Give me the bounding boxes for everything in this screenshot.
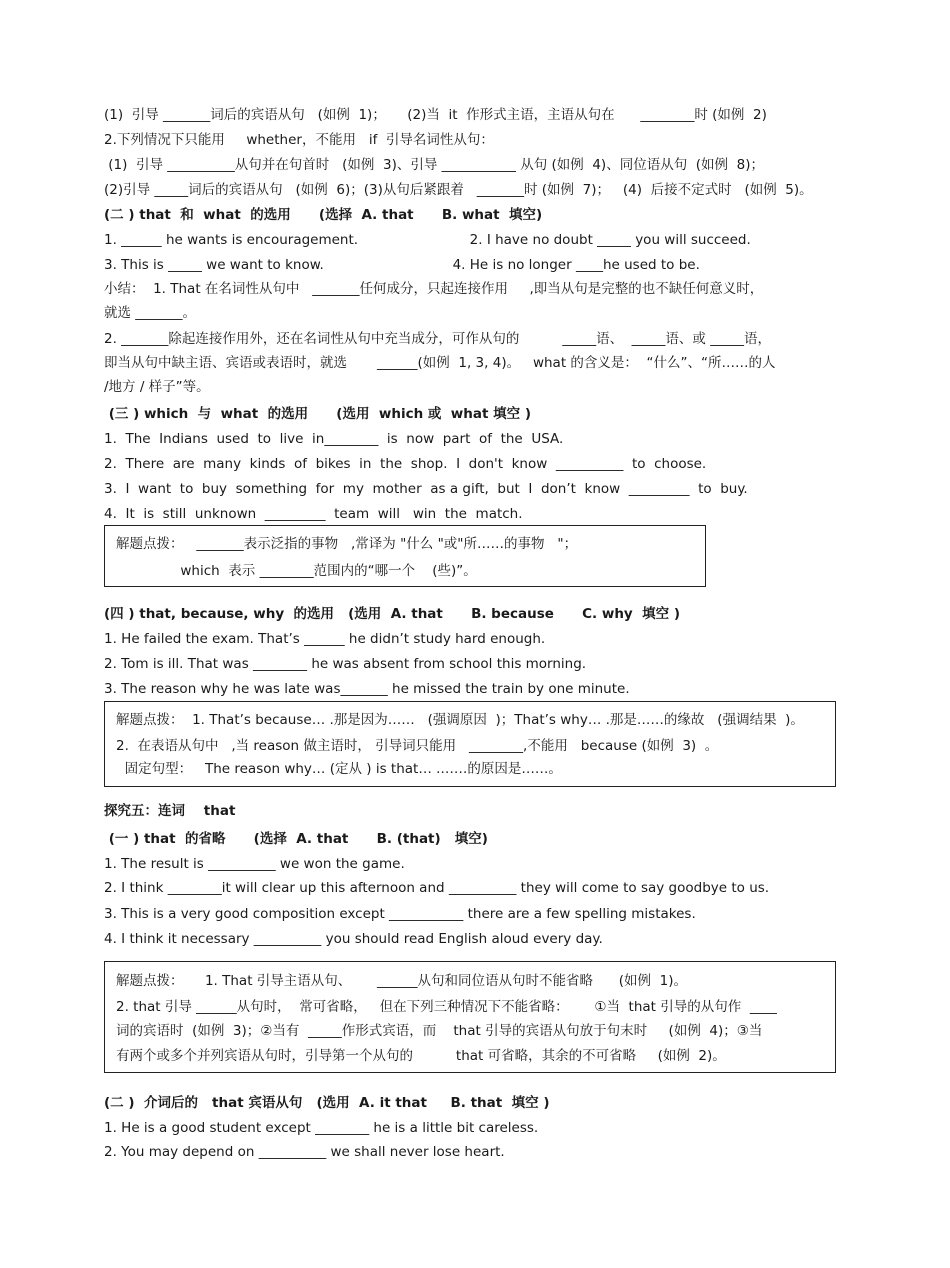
exercise-line: 2. Tom is ill. That was ________ he was absent from school this morning. (104, 656, 587, 672)
exercise-line: 1. The result is __________ we won the game. (104, 856, 405, 872)
tip-box-1-line: which 表示 ________范围内的“哪一个 (些)”。 (116, 563, 477, 579)
text-line-3: (1) 引导 __________从句并在句首时 (如例 3)、引导 ___________ 从句 (如例 4)、同位语从句 (如例 8)； (104, 157, 764, 173)
tip-box-3 (104, 961, 836, 1073)
section-heading-that-because-why: (四 ) that, because, why 的选用 (选用 A. that B. because C. why 填空 ) (104, 606, 681, 622)
exercise-line: 3. This is _____ we want to know. 4. He is no longer ____he used to be. (104, 257, 700, 273)
tip-box-2-line: 2. 在表语从句中 ,当 reason 做主语时， 引导词只能用 ________,不能用 because (如例 3) 。 (116, 738, 719, 754)
tip-box-1 (104, 525, 706, 587)
tip-box-3-line: 2. that 引导 ______从句时， 常可省略， 但在下列三种情况下不能省略： ①当 that 引导的从句作 ____ (116, 999, 777, 1015)
section-heading-which-what: (三 ) which 与 what 的选用 (选用 which 或 what 填空 ) (104, 406, 532, 422)
section-heading-prep-that: (二 ) 介词后的 that 宾语从句 (选用 A. it that B. that 填空 ) (104, 1095, 550, 1111)
tip-box-2-line: 解题点拨： 1. That’s because… .那是因为…… (强调原因 )；That’s why… .那是……的缘故 (强调结果 )。 (116, 712, 804, 728)
summary-line: 就选 _______。 (104, 305, 197, 321)
section-heading-that-omission: (一 ) that 的省略 (选择 A. that B. (that) 填空) (104, 831, 488, 847)
tip-box-2 (104, 701, 836, 787)
summary-line: 即当从句中缺主语、宾语或表语时，就选 ______(如例 1, 3, 4)。 what 的含义是： “什么”、“所……的人 (104, 355, 776, 371)
tip-box-3-line: 有两个或多个并列宾语从句时，引导第一个从句的 that 可省略，其余的不可省略 (如例 2)。 (116, 1048, 726, 1064)
exercise-line: 3. The reason why he was late was_______ he missed the train by one minute. (104, 681, 630, 697)
exercise-line: 4. It is still unknown _________ team will win the match. (104, 506, 523, 522)
summary-line: 小结： 1. That 在名词性从句中 _______任何成分，只起连接作用 ,即当从句是完整的也不缺任何意义时， (104, 281, 764, 297)
exercise-line: 4. I think it necessary __________ you should read English aloud every day. (104, 931, 603, 947)
exercise-line: 1. He is a good student except ________ he is a little bit careless. (104, 1120, 539, 1136)
summary-line: 2. _______除起连接作用外，还在名词性从句中充当成分，可作从句的 _____语、 _____语、或 _____语， (104, 331, 771, 347)
exercise-line: 1. ______ he wants is encouragement. 2. I have no doubt _____ you will succeed. (104, 232, 751, 248)
text-line-1: (1) 引导 _______词后的宾语从句 (如例 1)； (2)当 it 作形式主语，主语从句在 ________时 (如例 2) (104, 107, 767, 123)
section-heading-that-what: (二 ) that 和 what 的选用 (选择 A. that B. what 填空) (104, 207, 543, 223)
exercise-line: 2. I think ________it will clear up this afternoon and __________ they will come to say goodbye to us. (104, 880, 770, 896)
exercise-line: 2. You may depend on __________ we shall never lose heart. (104, 1144, 505, 1160)
exercise-line: 3. This is a very good composition except ___________ there are a few spelling mistakes. (104, 906, 696, 922)
tip-box-3-line: 词的宾语时 (如例 3)；②当有 _____作形式宾语，而 that 引导的宾语从句放于句末时 (如例 4)；③当 (116, 1023, 763, 1039)
tip-box-3-line: 解题点拨： 1. That 引导主语从句、 ______从句和同位语从句时不能省略 (如例 1)。 (116, 973, 687, 989)
tip-box-1-line: 解题点拨： _______表示泛指的事物 ,常译为 "什么 "或"所……的事物 "； (116, 536, 578, 552)
summary-line: /地方 / 样子”等。 (104, 379, 210, 395)
section-heading-explore-5: 探究五：连词 that (104, 803, 236, 819)
text-line-2: 2.下列情况下只能用 whether，不能用 if 引导名词性从句： (104, 132, 494, 148)
exercise-line: 2. There are many kinds of bikes in the shop. I don't know __________ to choose. (104, 456, 707, 472)
exercise-line: 3. I want to buy something for my mother as a gift, but I don’t know _________ to buy. (104, 481, 748, 497)
text-line-4: (2)引导 _____词后的宾语从句 (如例 6)；(3)从句后紧跟着 _______时 (如例 7)； (4) 后接不定式时 (如例 5)。 (104, 182, 813, 198)
exercise-line: 1. The Indians used to live in________ is now part of the USA. (104, 431, 564, 447)
tip-box-2-line: 固定句型： The reason why… (定从 ) is that… .……的原因是……。 (116, 761, 562, 777)
exercise-line: 1. He failed the exam. That’s ______ he didn’t study hard enough. (104, 631, 546, 647)
